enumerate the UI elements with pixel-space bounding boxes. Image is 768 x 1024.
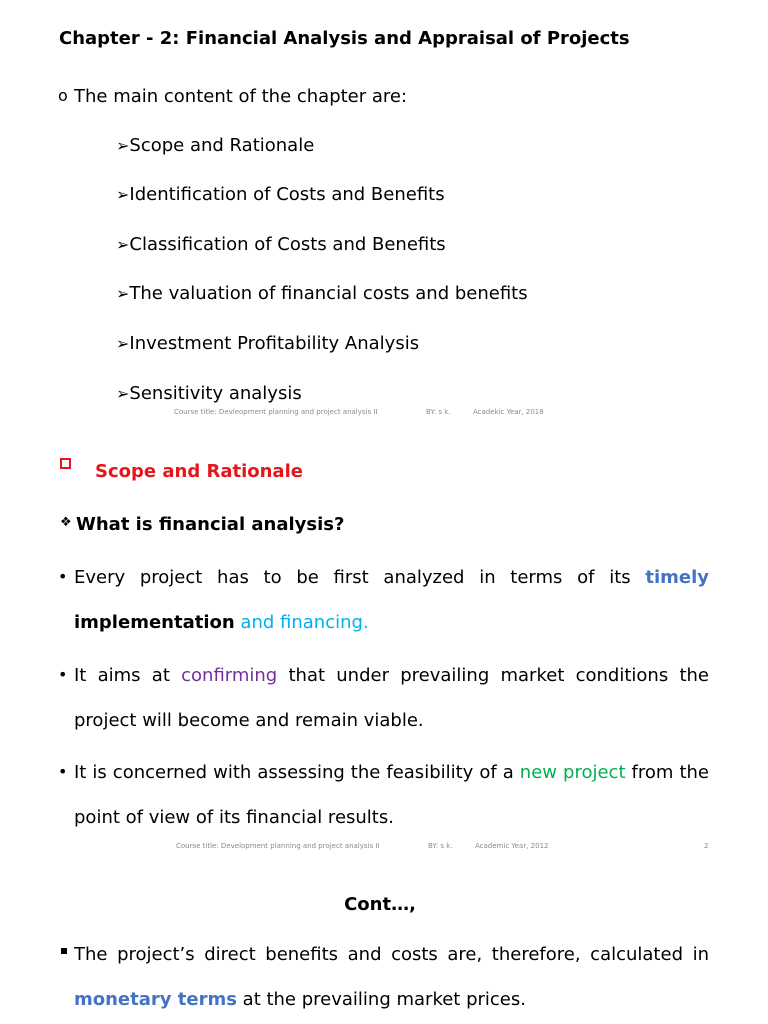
arrow-bullet-icon: ➢ [116,136,130,155]
arrow-bullet-icon: ➢ [116,334,130,353]
intro-bullet-icon: o [58,86,68,105]
intro-text: The main content of the chapter are: [74,86,408,107]
filled-square-bullet-icon [61,948,67,954]
content-item [116,135,314,156]
highlight-timely: timely [645,567,709,588]
content-item-label: Classification of Costs and Benefits [129,234,446,255]
chapter-title: Chapter - 2: Financial Analysis and Appraisal of Projects [59,28,630,49]
arrow-bullet-icon: ➢ [116,384,130,403]
content-item-label: Identification of Costs and Benefits [129,184,445,205]
para-text: The project’s direct benefits and costs are, therefore, calculated in [74,944,709,965]
continuation-heading: Cont…, [344,894,416,915]
paragraph-direct-benefits [74,932,709,1022]
content-item-label: Sensitivity analysis [129,383,302,404]
content-item [116,184,445,205]
footer-course: Course title: Devleopment planning and project analysis II [174,408,378,416]
content-item [116,383,302,404]
footer-author: BY: s k. [426,408,451,416]
content-item-label: The valuation of financial costs and benefits [129,283,528,304]
para-text: It is concerned with assessing the feasibility of a [74,762,520,783]
content-item-label: Investment Profitability Analysis [129,333,420,354]
para-text: It aims at [74,665,182,686]
footer-year: Academic Year, 2012 [475,842,549,850]
hollow-square-bullet-icon [60,458,71,469]
paragraph-feasibility [74,750,709,840]
para-text: at the prevailing market prices. [236,989,526,1010]
footer-year: Acadekic Year, 2018 [473,408,544,416]
section-title: Scope and Rationale [95,461,303,482]
content-item [116,234,446,255]
bullet-dot-icon: • [58,762,68,781]
paragraph-financial-analysis [74,555,709,645]
para-period: . [362,612,369,633]
para-text-bold: implementation [74,612,235,633]
content-item [116,333,419,354]
content-item-label: Scope and Rationale [129,135,315,156]
bullet-dot-icon: • [58,665,68,684]
para-text: that under prevailing market conditions the project will become and remain viable. [74,665,709,731]
footer-page-number: 2 [704,842,709,850]
diamond-bullet-icon: ❖ [60,515,72,530]
para-text: Every project has to be first analyzed in terms of its [74,567,646,588]
highlight-confirming: confirming [181,665,278,686]
footer-author: BY: s k. [428,842,453,850]
highlight-financing: and financing [240,612,363,633]
arrow-bullet-icon: ➢ [116,235,130,254]
question-heading: What is financial analysis? [76,514,345,535]
arrow-bullet-icon: ➢ [116,284,130,303]
content-item [116,283,528,304]
paragraph-aims [74,653,709,743]
bullet-dot-icon: • [58,567,68,586]
para-text: from the point of view of its financial results. [74,762,709,828]
highlight-new-project: new project [519,762,626,783]
arrow-bullet-icon: ➢ [116,185,130,204]
footer-course: Course title: Development planning and project analysis II [176,842,380,850]
highlight-monetary-terms: monetary terms [74,989,237,1010]
